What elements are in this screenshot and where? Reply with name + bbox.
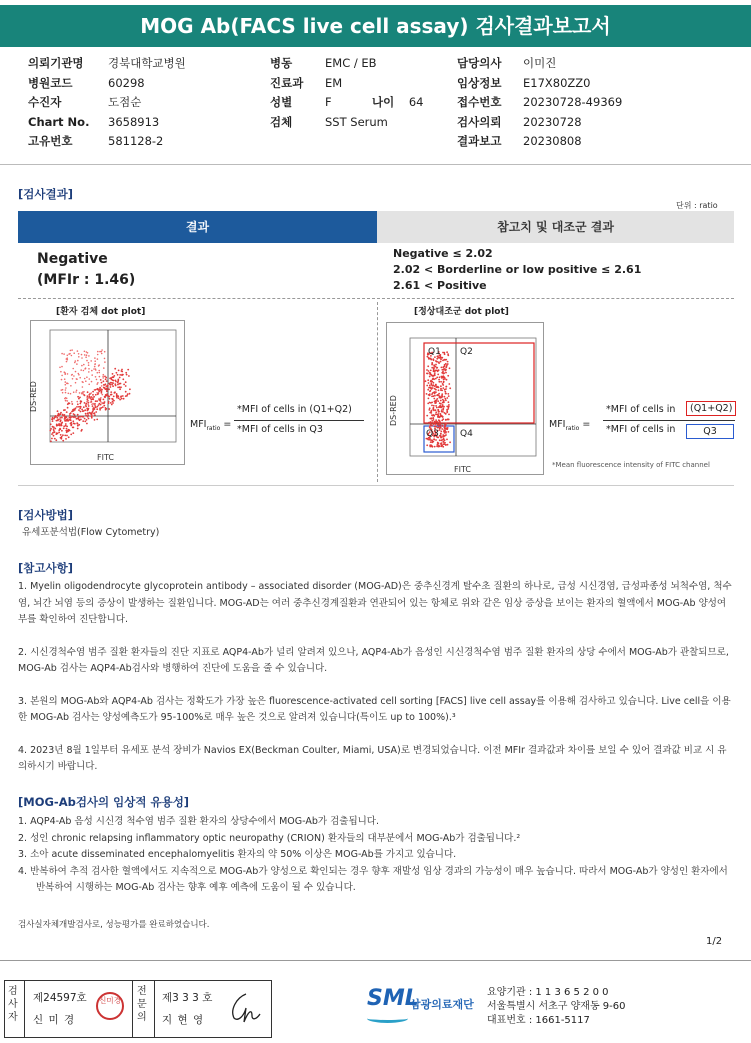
info-label: 진료과: [270, 75, 304, 90]
control-q2-label: Q2: [460, 347, 473, 357]
info-value: 이미진: [523, 56, 557, 70]
info-label: 수진자: [28, 95, 62, 109]
control-dot-plot: [386, 322, 546, 477]
info-label: 검사의뢰: [457, 114, 502, 129]
result-section-title: [검사결과]: [18, 187, 73, 201]
control-q3-label: Q3: [426, 429, 439, 439]
specialist-license: 제3 3 3 호: [162, 992, 213, 1004]
utility-list: [18, 814, 734, 897]
info-value: 60298: [108, 75, 145, 90]
result-value: Negative: [37, 251, 108, 267]
reference-positive: 2.61 < Positive: [393, 279, 487, 292]
info-label: Chart No.: [28, 114, 90, 129]
age-field: 나이 64: [372, 95, 424, 109]
divider: [18, 485, 734, 486]
info-value: 경북대학교병원: [108, 56, 186, 70]
org-info: [487, 986, 626, 1028]
patient-plot-title: [환자 검체 dot plot]: [56, 307, 146, 317]
info-row: [28, 74, 186, 94]
examiner-seal: 신미경: [96, 992, 124, 1020]
vertical-divider: [377, 302, 378, 482]
patient-mfi-numerator: *MFI of cells in (Q1+Q2): [237, 404, 352, 415]
info-label: 병동: [270, 56, 293, 70]
reference-negative: Negative ≤ 2.02: [393, 247, 493, 260]
sml-logo: SML: [367, 986, 419, 1011]
info-value: E17X80ZZ0: [523, 75, 591, 90]
utility-title: [MOG-Ab검사의 임상적 유용성]: [18, 795, 190, 809]
divider: [154, 980, 155, 1038]
dashed-divider: [18, 298, 734, 299]
control-ylabel: DS-RED: [389, 395, 398, 426]
footer-divider: [0, 960, 751, 961]
info-value: 20230728-49369: [523, 95, 623, 109]
control-xlabel: FITC: [454, 465, 471, 474]
info-row: [28, 113, 186, 133]
info-label: 결과보고: [457, 134, 502, 148]
info-value: 도점순: [108, 95, 142, 109]
utility-item: 4. 반복하여 추적 검사한 혈액에서도 지속적으로 MOG-Ab가 양성으로 확인되는 경우 향후 재발성 임상 경과의 가능성이 매우 높습니다. 따라서 MOG-Ab가 양성인 환자에서 반복하여 시행하는 MOG-Ab 검사는 향후 예후 예측에 도움이 될 수 있습니다.: [18, 865, 728, 893]
divider: [0, 164, 751, 165]
note-item: 1. Myelin oligodendrocyte glycoprotein antibody – associated disorder (MOG-AD)은 중추신경계 탈수초 질환의 하나로, 급성 시신경염, 급성파종성 뇌척수염, 척수염, 뇌간 뇌염 등의 증상이 발생하는 질환입니다. MOG-AD는 여러 중추신경계질환과 연관되어 있는 항체로 위와 같은 임상 증상을 보이는 환자의 혈액에서 MOG-Ab 양성여부를 확인하여 진단합니다.: [18, 581, 732, 625]
info-label: 검체: [270, 114, 293, 129]
patient-mfi-label: $MFI_{ratio}$ =: [190, 419, 232, 432]
org-code: 요양기관 : 1 1 3 6 5 2 0 0: [487, 987, 609, 998]
result-mfir: (MFIr : 1.46): [37, 272, 136, 288]
control-mfi-denominator: *MFI of cells in: [606, 424, 676, 435]
info-value: 20230728: [523, 114, 582, 129]
org-address: 서울특별시 서초구 양재동 9-60: [487, 1001, 626, 1012]
info-row: [457, 113, 622, 133]
utility-item: 3. 소아 acute disseminated encephalomyelitis 환자의 약 50% 이상은 MOG-Ab를 가지고 있습니다.: [18, 849, 457, 860]
info-value: SST Serum: [325, 114, 388, 129]
org-name: 삼광의료재단: [410, 998, 474, 1011]
control-numerator-box: (Q1+Q2): [686, 401, 736, 416]
utility-item: 2. 성인 chronic relapsing inflammatory optic neuropathy (CRION) 환자들의 대부분에서 MOG-Ab가 검출됩니다.²: [18, 832, 521, 844]
specialist-name: 지 현 영: [162, 1014, 205, 1026]
logo-swoosh-icon: [367, 1014, 408, 1023]
specialist-signature: [226, 990, 266, 1026]
info-row: [457, 54, 622, 74]
specialist-label: 전문의: [137, 986, 147, 1023]
patient-mfi-denominator: *MFI of cells in Q3: [237, 424, 323, 435]
patient-dot-plot: [30, 320, 190, 470]
info-row: [270, 113, 388, 133]
control-mfi-numerator: *MFI of cells in: [606, 404, 676, 415]
info-label: 성별: [270, 95, 293, 109]
info-row: [28, 132, 186, 152]
info-label: 고유번호: [28, 134, 73, 148]
info-row: [270, 54, 388, 74]
info-label: 접수번호: [457, 95, 502, 109]
info-col-3: [457, 54, 622, 152]
info-value: 3658913: [108, 114, 160, 129]
page-number: 1/2: [706, 936, 723, 947]
org-phone: 대표번호 : 1661-5117: [487, 1015, 590, 1026]
info-value: EMC / EB: [325, 56, 377, 70]
control-denominator-box: Q3: [686, 424, 734, 439]
note-item: 4. 2023년 8월 1일부터 유세포 분석 장비가 Navios EX(Beckman Coulter, Miami, USA)로 변경되었습니다. 이전 MFIr 결과값과 차이를 보일 수 있어 결과값 비교 시 유의하시기 바랍니다.: [18, 744, 727, 772]
info-row: [457, 93, 622, 113]
utility-item: 1. AQP4-Ab 음성 시신경 척수염 범주 질환 환자의 상당수에서 MOG-Ab가 검출됩니다.: [18, 816, 379, 827]
info-row: [457, 74, 622, 94]
info-value: 581128-2: [108, 134, 164, 148]
fraction-line: [234, 420, 364, 421]
notes-list: [18, 579, 734, 776]
validation-note: 검사실자체개발검사로, 성능평가를 완료하였습니다.: [18, 920, 210, 930]
info-row: [457, 132, 622, 152]
examiner-name: 신 미 경: [33, 1014, 76, 1026]
patient-xlabel: FITC: [97, 453, 114, 462]
info-label: 의뢰기관명: [28, 56, 84, 70]
divider: [24, 980, 25, 1038]
report-title: MOG Ab(FACS live cell assay) 검사결과보고서: [0, 5, 751, 47]
examiner-license: 제24597호: [33, 992, 87, 1004]
info-label: 병원코드: [28, 75, 73, 90]
mfi-footnote: *Mean fluorescence intensity of FITC channel: [552, 461, 710, 469]
control-mfi-label: $MFI_{ratio}$ =: [549, 419, 591, 432]
patient-ylabel: DS-RED: [29, 381, 38, 412]
info-row: [28, 93, 186, 113]
info-label: 임상정보: [457, 75, 502, 90]
method-text: 유세포분석법(Flow Cytometry): [22, 527, 160, 538]
info-value: F: [325, 95, 332, 109]
method-title: [검사방법]: [18, 508, 73, 522]
divider: [132, 980, 133, 1038]
info-col-1: [28, 54, 186, 152]
info-row: [270, 74, 388, 94]
examiner-label: 검사자: [8, 986, 18, 1023]
info-row: [28, 54, 186, 74]
control-q1-label: Q1: [428, 347, 441, 357]
info-label: 담당의사: [457, 56, 502, 70]
result-column-header: 결과: [18, 211, 377, 243]
control-plot-title: [정상대조군 dot plot]: [414, 307, 509, 317]
notes-title: [참고사항]: [18, 561, 73, 575]
unit-label: 단위 : ratio: [676, 201, 718, 210]
control-q4-label: Q4: [460, 429, 473, 439]
fraction-line: [603, 420, 735, 421]
reference-column-header: 참고치 및 대조군 결과: [377, 211, 734, 243]
info-col-2: [270, 54, 388, 132]
note-item: 3. 본원의 MOG-Ab와 AQP4-Ab 검사는 정확도가 가장 높은 fluorescence-activated cell sorting [FACS] live cell assay를 이용해 검사하고 있습니다. Live cell을 이용한 MOG-Ab 검사는 양성예측도가 95-100%로 매우 높은 것으로 알려져 있습니다(특이도 up to 100%).³: [18, 695, 731, 723]
reference-borderline: 2.02 < Borderline or low positive ≤ 2.61: [393, 263, 642, 276]
info-value: EM: [325, 75, 343, 90]
info-value: 20230808: [523, 134, 582, 148]
note-item: 2. 시신경척수염 범주 질환 환자들의 진단 지표로 AQP4-Ab가 널리 알려져 있으나, AQP4-Ab가 음성인 시신경척수염 범주 질환 환자의 상당 수에서 MOG-Ab가 관찰되므로, MOG-Ab 검사는 AQP4-Ab검사와 병행하여 진단에 도움을 줄 수 있습니다.: [18, 646, 729, 674]
info-row: [270, 93, 388, 113]
